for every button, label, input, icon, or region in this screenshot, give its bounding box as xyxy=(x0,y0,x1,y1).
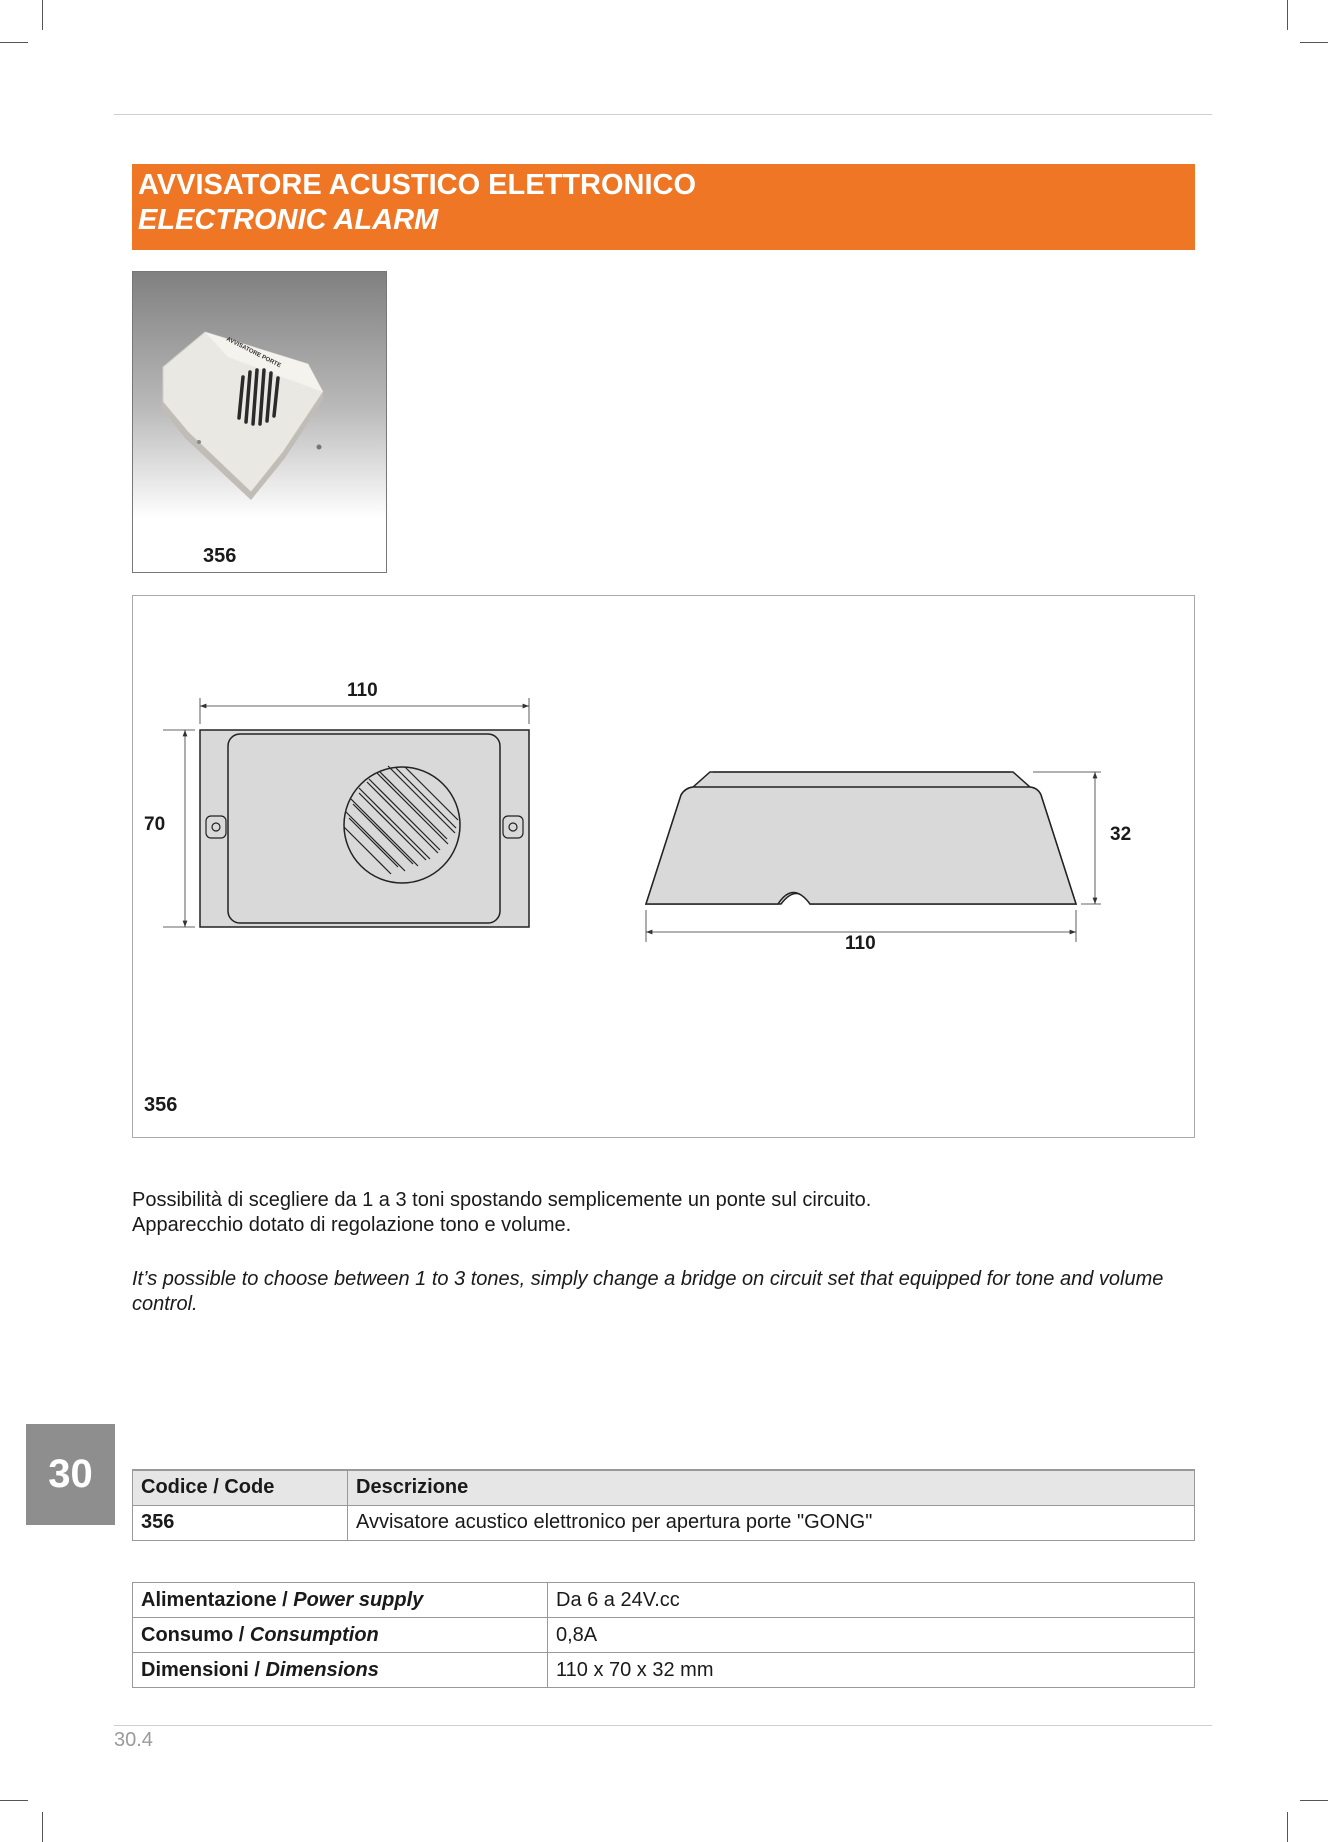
crop-mark xyxy=(42,0,43,30)
spec-label-it: Consumo / xyxy=(141,1623,250,1646)
spec-label-it: Dimensioni / xyxy=(141,1658,266,1681)
code-table xyxy=(132,1469,1195,1541)
dimension-drawing xyxy=(133,596,1196,1139)
top-rule xyxy=(114,114,1212,115)
crop-mark xyxy=(1300,1800,1328,1801)
front-view xyxy=(163,698,529,927)
product-photo xyxy=(132,271,387,573)
spec-value: 0,8A xyxy=(548,1618,1195,1653)
header-code: Codice / Code xyxy=(133,1470,348,1505)
spec-label-it: Alimentazione / xyxy=(141,1588,294,1611)
spec-label-en: Power supply xyxy=(293,1588,424,1611)
crop-mark xyxy=(1287,1812,1288,1842)
row-code: 356 xyxy=(133,1505,348,1540)
dimension-side-height: 32 xyxy=(1110,824,1132,845)
spec-table xyxy=(132,1582,1195,1688)
table-header-row xyxy=(133,1470,1195,1505)
spec-label-en: Dimensions xyxy=(265,1658,379,1681)
dimension-front-height: 70 xyxy=(144,814,166,835)
spec-row-consumption xyxy=(133,1618,1195,1653)
section-header xyxy=(132,164,1195,250)
side-view xyxy=(646,772,1101,942)
description-italian-1: Possibilità di scegliere da 1 a 3 toni spostando semplicemente un ponte sul circuito. xyxy=(132,1189,872,1211)
title-italian: AVVISATORE ACUSTICO ELETTRONICO xyxy=(138,169,697,201)
crop-mark xyxy=(0,1800,28,1801)
dimension-front-width: 110 xyxy=(347,680,378,701)
table-row xyxy=(133,1505,1195,1540)
technical-drawing xyxy=(132,595,1195,1138)
description-english: It’s possible to choose between 1 to 3 tones, simply change a bridge on circuit set that equipped for tone and volume control. xyxy=(132,1268,1164,1315)
spec-row-power xyxy=(133,1583,1195,1618)
spec-value: 110 x 70 x 32 mm xyxy=(548,1653,1195,1688)
crop-mark xyxy=(1300,42,1328,43)
header-description: Descrizione xyxy=(348,1470,1195,1505)
chapter-tab: 30 xyxy=(26,1424,115,1525)
title-english: ELECTRONIC ALARM xyxy=(138,204,439,236)
page-number: 30.4 xyxy=(114,1729,153,1751)
description-italian-2: Apparecchio dotato di regolazione tono e volume. xyxy=(132,1214,572,1236)
row-description: Avvisatore acustico elettronico per apertura porte "GONG" xyxy=(348,1505,1195,1540)
spec-value: Da 6 a 24V.cc xyxy=(548,1583,1195,1618)
photo-code: 356 xyxy=(203,545,237,567)
crop-mark xyxy=(1287,0,1288,30)
alarm-device-image xyxy=(133,272,387,573)
dimension-side-width: 110 xyxy=(845,933,876,954)
spec-label-en: Consumption xyxy=(249,1623,379,1646)
device-label: AVVISATORE PORTE xyxy=(225,336,282,370)
crop-mark xyxy=(42,1812,43,1842)
crop-mark xyxy=(0,42,28,43)
spec-row-dimensions xyxy=(133,1653,1195,1688)
drawing-code: 356 xyxy=(144,1094,178,1116)
bottom-rule xyxy=(114,1725,1212,1726)
